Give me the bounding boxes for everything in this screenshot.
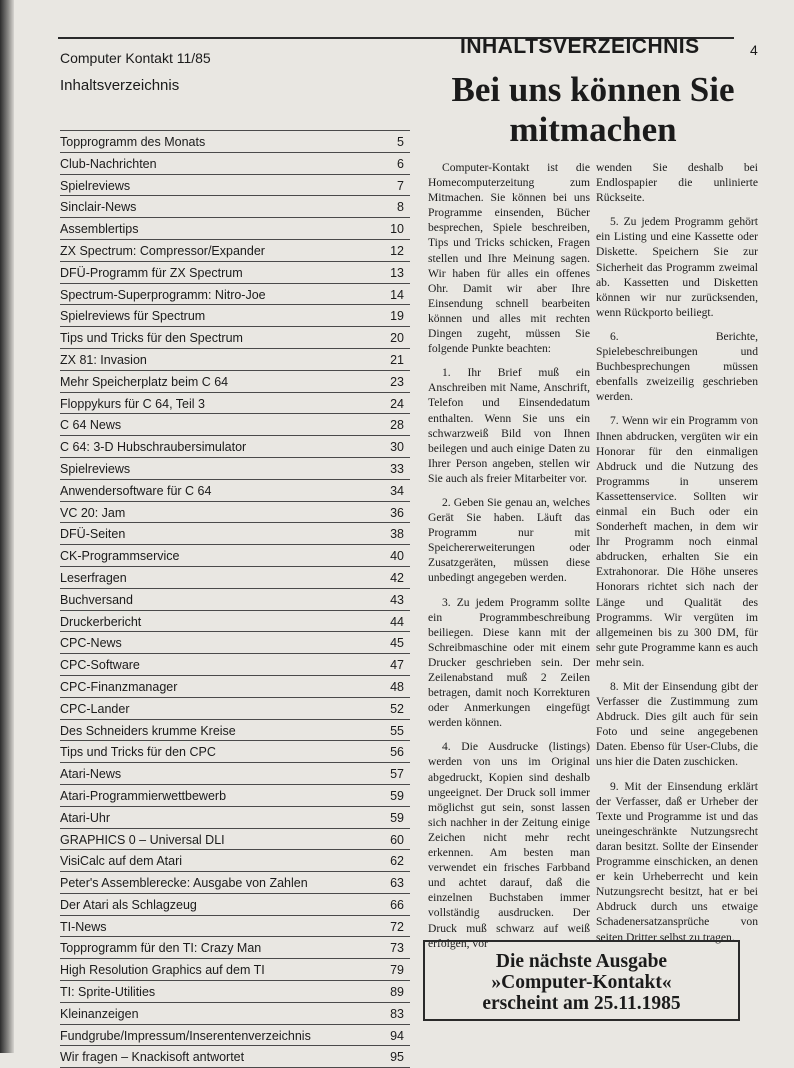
toc-entry-title: Floppykurs für C 64, Teil 3 — [60, 396, 205, 411]
section-title: INHALTSVERZEICHNIS — [460, 35, 700, 58]
toc-entry-page: 59 — [390, 788, 404, 803]
toc-entry-page: 30 — [390, 440, 404, 455]
toc-entry-page: 34 — [390, 483, 404, 498]
toc-entry-title: ZX 81: Invasion — [60, 352, 147, 367]
toc-entry — [60, 326, 410, 348]
toc-entry-title: Atari-Programmierwettbewerb — [60, 788, 227, 803]
toc-entry — [60, 828, 410, 850]
toc-entry — [60, 522, 410, 544]
toc-entry — [60, 304, 410, 326]
toc-entry-title: Club-Nachrichten — [60, 156, 157, 171]
toc-entry-page: 20 — [390, 331, 404, 346]
notice-line-1: Die nächste Ausgabe — [495, 951, 668, 972]
toc-entry-title: C 64: 3-D Hubschraubersimulator — [60, 440, 247, 455]
toc-entry-page: 36 — [390, 505, 404, 520]
toc-entry-page: 59 — [390, 810, 404, 825]
article-paragraph: 5. Zu jedem Programm gehört ein Listing und eine Kassette oder Diskette. Speichern Sie zur Sicherheit das Programm zweimal ab. Kassetten und Disketten können wir nur zurücksenden, wenn Rückporto beiliegt. — [596, 215, 758, 319]
toc-entry-page: 28 — [390, 418, 404, 433]
toc-entry-page: 57 — [390, 767, 404, 782]
toc-entry — [60, 675, 410, 697]
toc-entry-title: Kleinanzeigen — [60, 1006, 139, 1021]
toc-entry-title: Buchversand — [60, 592, 133, 607]
toc-entry — [60, 762, 410, 784]
toc-entry-title: Leserfragen — [60, 570, 127, 585]
toc-entry — [60, 501, 410, 523]
toc-entry-title: Atari-Uhr — [60, 810, 111, 825]
headline-line-1: Bei uns können Sie — [451, 70, 735, 109]
toc-entry-page: 52 — [390, 701, 404, 716]
issue-label: Computer Kontakt 11/85 — [60, 50, 211, 66]
next-issue-notice — [423, 940, 740, 1021]
toc-entry-page: 19 — [390, 309, 404, 324]
toc-entry — [60, 152, 410, 174]
toc-entry-title: CPC-Software — [60, 658, 140, 673]
toc-entry — [60, 980, 410, 1002]
toc-entry-title: ZX Spectrum: Compressor/Expander — [60, 243, 265, 258]
toc-entry-title: GRAPHICS 0 – Universal DLI — [60, 832, 225, 847]
toc-entry-title: Topprogramm des Monats — [60, 135, 206, 149]
toc-entry-title: Peter's Assemblerecke: Ausgabe von Zahlen — [60, 876, 308, 891]
article-paragraph: 4. Die Ausdrucke (listings) werden von uns im Original abgedruckt, Kopien sind deshalb ungeeignet. Der Druck soll immer möglichst gut sein, sonst lassen sich nachher in der Zeitung einige Zeichen nicht mehr recht erkennen. Am besten man verwendet ein frisches Farbband und achtet darauf, daß die einzelnen Buchstaben immer vollständig ausdrucken. Der Druck muß schwarz auf weiß erfolgen, vor — [428, 740, 590, 950]
toc-entry — [60, 958, 410, 980]
toc-entry-title: C 64 News — [60, 418, 122, 433]
toc-entry — [60, 348, 410, 370]
toc-entry — [60, 457, 410, 479]
article-column-2 — [596, 160, 758, 954]
toc-entry — [60, 370, 410, 392]
toc-entry-page: 10 — [390, 222, 404, 237]
toc-entry-page: 48 — [390, 679, 404, 694]
notice-line-2: »Computer-Kontakt« — [491, 972, 672, 993]
toc-entry-title: Topprogramm für den TI: Crazy Man — [60, 941, 262, 956]
article-headline — [428, 70, 758, 150]
toc-entry — [60, 566, 410, 588]
toc-entry-page: 89 — [390, 985, 404, 1000]
toc-entry-page: 23 — [390, 374, 404, 389]
toc-entry-page: 7 — [397, 178, 404, 193]
toc-entry-page: 62 — [390, 854, 404, 869]
toc-entry — [60, 283, 410, 305]
toc-entry-title: TI: Sprite-Utilities — [60, 985, 156, 1000]
toc-entry-title: Fundgrube/Impressum/Inserentenverzeichnis — [60, 1028, 311, 1043]
toc-entry-title: VisiCalc auf dem Atari — [60, 854, 183, 869]
article-column-1 — [428, 160, 590, 960]
toc-entry — [60, 413, 410, 435]
toc-entry-title: Spielreviews — [60, 461, 131, 476]
toc-entry-title: DFÜ-Seiten — [60, 527, 126, 542]
toc-entry-page: 8 — [397, 200, 404, 215]
toc-entry-title: Spielreviews für Spectrum — [60, 309, 206, 324]
toc-entry — [60, 936, 410, 958]
toc-entry-page: 63 — [390, 876, 404, 891]
toc-entry — [60, 871, 410, 893]
article-paragraph: 8. Mit der Einsendung gibt der Verfasser die Zustimmung zum Abdruck. Dies gilt auch für sein Foto und seine angegebenen Daten. Ebenso für User-Clubs, die uns hier die Daten zuschicken. — [596, 680, 758, 769]
toc-entry-page: 21 — [390, 352, 404, 367]
toc-entry — [60, 479, 410, 501]
toc-entry-page: 6 — [397, 156, 404, 171]
toc-entry-page: 56 — [390, 745, 404, 760]
toc-entry-page: 94 — [390, 1028, 404, 1043]
article-paragraph: 9. Mit der Einsendung erklärt der Verfasser, daß er Urheber der Texte und Programme ist und das uneingeschränkte Nutzungsrecht daran besitzt. Sollte der Einsender Programme einschicken, an denen er kein Urheberrecht und kein Nutzungsrecht besitzt, hat er bei Abdruck durch uns etwaige Schadenersatzansprüche von seiten Dritter selbst zu tragen. — [596, 779, 758, 944]
toc-entry-page: 24 — [390, 396, 404, 411]
toc-entry — [60, 631, 410, 653]
toc-entry-title: Mehr Speicherplatz beim C 64 — [60, 374, 229, 389]
toc-entry-title: Spectrum-Superprogramm: Nitro-Joe — [60, 287, 266, 302]
toc-entry — [60, 740, 410, 762]
article-paragraph: 2. Geben Sie genau an, welches Gerät Sie haben. Läuft das Programm nur mit Speichererweiterungen oder Zusatzgeräten, müssen diese unbedingt angegeben werden. — [428, 495, 590, 585]
toc-entry — [60, 610, 410, 632]
toc-entry — [60, 588, 410, 610]
toc-entry-page: 12 — [390, 243, 404, 258]
toc-entry-page: 33 — [390, 461, 404, 476]
toc-entry-page: 5 — [397, 135, 404, 149]
page-number: 4 — [750, 42, 758, 58]
toc-entry-title: High Resolution Graphics auf dem TI — [60, 963, 265, 978]
toc-entry-title: CPC-News — [60, 636, 122, 651]
toc-entry-page: 72 — [390, 919, 404, 934]
toc-entry-title: Tips und Tricks für den Spectrum — [60, 331, 243, 346]
toc-entry — [60, 719, 410, 741]
toc-entry-title: Anwendersoftware für C 64 — [60, 483, 212, 498]
table-of-contents — [60, 130, 410, 1068]
toc-entry-title: Der Atari als Schlagzeug — [60, 897, 197, 912]
toc-entry-title: Atari-News — [60, 767, 122, 782]
article-paragraph: wenden Sie deshalb bei Endlospapier die unlinierte Rückseite. — [596, 161, 758, 205]
toc-entry-page: 13 — [390, 265, 404, 280]
toc-entry — [60, 130, 410, 152]
toc-entry-title: TI-News — [60, 919, 107, 934]
toc-entry-page: 95 — [390, 1050, 404, 1065]
toc-entry — [60, 697, 410, 719]
article-paragraph: 1. Ihr Brief muß ein Anschreiben mit Name, Anschrift, Telefon und Einsendedatum enthalten. Wenn Sie uns ein schwarzweiß Bild von Ihnen beilegen und auch einige Daten zu Ihrer Person angeben, stellen wir Sie auch als freier Mitarbeiter vor. — [428, 366, 590, 485]
toc-entry — [60, 174, 410, 196]
toc-entry-title: DFÜ-Programm für ZX Spectrum — [60, 265, 243, 280]
toc-entry — [60, 261, 410, 283]
toc-entry-title: CPC-Lander — [60, 701, 130, 716]
article-paragraph: 6. Berichte, Spielebeschreibungen und Buchbesprechungen müssen ebenfalls zweizeilig geschrieben werden. — [596, 329, 758, 404]
toc-entry-page: 79 — [390, 963, 404, 978]
toc-entry — [60, 893, 410, 915]
toc-entry-title: Wir fragen – Knackisoft antwortet — [60, 1050, 245, 1065]
toc-entry-title: Druckerbericht — [60, 614, 142, 629]
toc-entry — [60, 915, 410, 937]
toc-entry-title: Des Schneiders krumme Kreise — [60, 723, 236, 738]
toc-heading: Inhaltsverzeichnis — [60, 77, 180, 94]
toc-entry-title: CK-Programmservice — [60, 549, 180, 564]
toc-entry — [60, 239, 410, 261]
toc-entry — [60, 849, 410, 871]
toc-entry-title: Spielreviews — [60, 178, 131, 193]
toc-entry — [60, 195, 410, 217]
toc-entry-title: CPC-Finanzmanager — [60, 679, 178, 694]
toc-entry-title: Tips und Tricks für den CPC — [60, 745, 216, 760]
toc-entry — [60, 806, 410, 828]
toc-entry — [60, 1024, 410, 1046]
toc-entry-page: 73 — [390, 941, 404, 956]
toc-entry-page: 83 — [390, 1006, 404, 1021]
toc-entry-page: 60 — [390, 832, 404, 847]
article-paragraph: 7. Wenn wir ein Programm von Ihnen abdrucken, vergüten wir ein Honorar für den einmaligen Abdruck und die Nutzung des Programms in unserem Kassettenservice. Sollten wir einmal ein Buch oder ein Sonderheft machen, in dem wir Ihr Programm noch einmal abdrucken, erhalten Sie ein Extrahonorar. Die Höhe unseres Honorars richtet sich nach der Länge und Qualität des Programms. Wir vergüten im allgemeinen bis zu 300 DM, für sehr gute Programme kann es auch mehr sein. — [596, 414, 758, 669]
toc-entry — [60, 653, 410, 675]
toc-entry-page: 40 — [390, 549, 404, 564]
article-paragraph: Computer-Kontakt ist die Homecomputerzeitung zum Mitmachen. Sie können bei uns Programme einsenden, Bücher besprechen, Spiele beschreiben, Tips und Tricks schicken, Fragen stellen und Ihre Meinung sagen. Wir haben für alles ein offenes Ohr. Damit wir aber Ihre Einsendung schnell bearbeiten können und alles mit rechten Dingen zugeht, müssen Sie folgende Punkte beachten: — [428, 161, 590, 356]
toc-entry — [60, 1045, 410, 1068]
toc-entry-title: Assemblertips — [60, 222, 139, 237]
headline-line-2: mitmachen — [509, 110, 677, 149]
toc-entry — [60, 544, 410, 566]
toc-entry-title: Sinclair-News — [60, 200, 137, 215]
toc-entry-page: 45 — [390, 636, 404, 651]
toc-entry-page: 66 — [390, 897, 404, 912]
toc-entry-page: 43 — [390, 592, 404, 607]
toc-entry-title: VC 20: Jam — [60, 505, 126, 520]
toc-entry-page: 42 — [390, 570, 404, 585]
toc-entry — [60, 217, 410, 239]
toc-entry-page: 47 — [390, 658, 404, 673]
article-paragraph: 3. Zu jedem Programm sollte ein Programmbeschreibung beiliegen. Diese kann mit der Schreibmaschine oder mit einem Drucker geschrieben sein. Der Zeilenabstand muß 2 Zeilen betragen, damit noch Korrekturen oder Anmerkungen eingefügt werden können. — [428, 595, 590, 730]
toc-entry-page: 14 — [390, 287, 404, 302]
toc-entry-page: 44 — [390, 614, 404, 629]
toc-entry — [60, 1002, 410, 1024]
toc-entry-page: 38 — [390, 527, 404, 542]
toc-entry-page: 55 — [390, 723, 404, 738]
toc-entry — [60, 435, 410, 457]
toc-entry — [60, 784, 410, 806]
notice-line-3: erscheint am 25.11.1985 — [482, 993, 681, 1014]
toc-entry — [60, 392, 410, 414]
page-binding-edge — [0, 0, 14, 1053]
